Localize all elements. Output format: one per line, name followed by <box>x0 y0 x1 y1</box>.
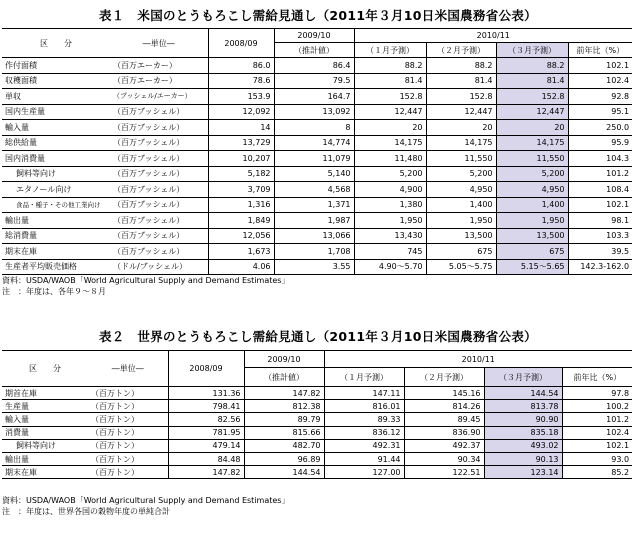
cell-jan: 147.11 <box>324 387 404 400</box>
cell-unit: （ドル/ブッシェル） <box>110 259 208 275</box>
cell-mar: 5,200 <box>496 166 568 182</box>
cell-yoy: 98.1 <box>568 213 632 229</box>
cell-v2008: 12,056 <box>208 228 274 244</box>
cell-label: 作付面積 <box>2 58 110 74</box>
cell-yoy: 101.2 <box>568 166 632 182</box>
cell-feb: 836.90 <box>404 426 484 439</box>
header-kubun: 区 分 <box>40 38 72 48</box>
cell-mar: 20 <box>496 120 568 136</box>
cell-unit: （百万ブッシェル） <box>110 244 208 260</box>
table-row <box>2 400 632 413</box>
cell-feb: 122.51 <box>404 466 484 479</box>
header-yoy: 前年比（%） <box>568 43 632 58</box>
table-row <box>2 452 632 465</box>
cell-jan: 4,900 <box>354 182 426 198</box>
cell-jan: 492.31 <box>324 439 404 452</box>
cell-label: エタノール向け <box>2 182 110 198</box>
cell-label: 期首在庫 <box>2 387 88 400</box>
cell-mar: 144.54 <box>484 387 562 400</box>
cell-feb: 20 <box>426 120 496 136</box>
cell-jan: 127.00 <box>324 466 404 479</box>
cell-yoy: 95.9 <box>568 135 632 151</box>
cell-unit: （百万ブッシェル） <box>110 104 208 120</box>
cell-yoy: 102.4 <box>568 73 632 89</box>
table-row <box>2 387 632 400</box>
cell-mar: 14,175 <box>496 135 568 151</box>
cell-feb: 14,175 <box>426 135 496 151</box>
cell-v2008: 84.48 <box>168 452 244 465</box>
cell-v2009: 89.79 <box>244 413 324 426</box>
cell-mar: 493.02 <box>484 439 562 452</box>
cell-yoy: 108.4 <box>568 182 632 198</box>
cell-v2008: 131.36 <box>168 387 244 400</box>
header-2009: 2009/10 <box>244 351 324 368</box>
cell-label: 輸出量 <box>2 452 88 465</box>
cell-v2009: 14,774 <box>274 135 354 151</box>
cell-jan: 11,480 <box>354 151 426 167</box>
cell-v2009: 96.89 <box>244 452 324 465</box>
cell-yoy: 97.8 <box>562 387 632 400</box>
header-kubun: 区 分 <box>29 364 61 373</box>
cell-unit: （百万ブッシェル） <box>110 213 208 229</box>
header-feb: （２月予測） <box>426 43 496 58</box>
cell-jan: 816.01 <box>324 400 404 413</box>
cell-mar: 90.90 <box>484 413 562 426</box>
cell-label: 飼料等向け <box>2 439 88 452</box>
cell-jan: 1,950 <box>354 213 426 229</box>
cell-mar: 123.14 <box>484 466 562 479</box>
header-unit: ―単位― <box>111 364 144 373</box>
cell-mar: 88.2 <box>496 58 568 74</box>
cell-v2009: 11,079 <box>274 151 354 167</box>
cell-jan: 745 <box>354 244 426 260</box>
cell-mar: 1,400 <box>496 197 568 213</box>
cell-feb: 81.4 <box>426 73 496 89</box>
cell-feb: 1,950 <box>426 213 496 229</box>
header-feb: （２月予測） <box>404 368 484 387</box>
cell-label: 国内消費量 <box>2 151 110 167</box>
cell-v2008: 1,673 <box>208 244 274 260</box>
cell-unit: （百万トン） <box>88 439 168 452</box>
cell-yoy: 142.3-162.0 <box>568 259 632 275</box>
table-row <box>2 244 632 260</box>
cell-yoy: 85.2 <box>562 466 632 479</box>
cell-v2008: 10,207 <box>208 151 274 167</box>
cell-unit: （百万ブッシェル） <box>110 166 208 182</box>
header-2009-sub: （推計値） <box>244 368 324 387</box>
header-2008: 2008/09 <box>168 351 244 387</box>
header-2008: 2008/09 <box>208 29 274 58</box>
cell-v2009: 5,140 <box>274 166 354 182</box>
cell-unit: （百万トン） <box>88 466 168 479</box>
header-2010: 2010/11 <box>324 351 632 368</box>
cell-v2008: 12,092 <box>208 104 274 120</box>
cell-feb: 89.45 <box>404 413 484 426</box>
table-row <box>2 120 632 136</box>
cell-unit: （百万トン） <box>88 413 168 426</box>
cell-label: 輸入量 <box>2 413 88 426</box>
table-row <box>2 104 632 120</box>
cell-v2009: 86.4 <box>274 58 354 74</box>
cell-feb: 5,200 <box>426 166 496 182</box>
cell-v2009: 147.82 <box>244 387 324 400</box>
table1-title: 表１ 米国のとうもろこし需給見通し（2011年３月10日米国農務省公表） <box>99 8 537 23</box>
header-jan: （１月予測） <box>354 43 426 58</box>
cell-jan: 4.90～5.70 <box>354 259 426 275</box>
cell-unit: （百万トン） <box>88 387 168 400</box>
table-row <box>2 259 632 275</box>
cell-yoy: 102.4 <box>562 426 632 439</box>
cell-jan: 20 <box>354 120 426 136</box>
cell-unit: （百万エーカー） <box>110 73 208 89</box>
cell-label: 収穫面積 <box>2 73 110 89</box>
cell-mar: 13,500 <box>496 228 568 244</box>
cell-label: 国内生産量 <box>2 104 110 120</box>
cell-yoy: 102.1 <box>568 197 632 213</box>
cell-mar: 12,447 <box>496 104 568 120</box>
cell-v2009: 79.5 <box>274 73 354 89</box>
cell-unit: （百万ブッシェル） <box>110 228 208 244</box>
cell-v2009: 815.66 <box>244 426 324 439</box>
cell-feb: 11,550 <box>426 151 496 167</box>
cell-yoy: 102.1 <box>562 439 632 452</box>
cell-unit: （ブッシェル/エーカー） <box>110 89 208 105</box>
cell-v2008: 78.6 <box>208 73 274 89</box>
cell-unit: （百万ブッシェル） <box>110 182 208 198</box>
cell-feb: 145.16 <box>404 387 484 400</box>
cell-feb: 152.8 <box>426 89 496 105</box>
cell-unit: （百万エーカー） <box>110 58 208 74</box>
table2-source: 資料：USDA/WAOB「World Agricultural Supply and Demand Estimates」 <box>2 496 290 505</box>
cell-v2008: 147.82 <box>168 466 244 479</box>
cell-mar: 4,950 <box>496 182 568 198</box>
cell-label: 期末在庫 <box>2 466 88 479</box>
cell-v2009: 13,066 <box>274 228 354 244</box>
table-row <box>2 73 632 89</box>
cell-unit: （百万トン） <box>88 426 168 439</box>
cell-label: 輸出量 <box>2 213 110 229</box>
header-yoy: 前年比（%） <box>562 368 632 387</box>
cell-v2009: 1,708 <box>274 244 354 260</box>
cell-label: 単収 <box>2 89 110 105</box>
cell-mar: 11,550 <box>496 151 568 167</box>
cell-v2009: 144.54 <box>244 466 324 479</box>
cell-v2008: 82.56 <box>168 413 244 426</box>
cell-v2009: 4,568 <box>274 182 354 198</box>
cell-v2008: 479.14 <box>168 439 244 452</box>
cell-v2008: 86.0 <box>208 58 274 74</box>
cell-label: 総供給量 <box>2 135 110 151</box>
table-row <box>2 439 632 452</box>
cell-v2008: 14 <box>208 120 274 136</box>
cell-v2009: 8 <box>274 120 354 136</box>
cell-mar: 90.13 <box>484 452 562 465</box>
cell-v2008: 5,182 <box>208 166 274 182</box>
cell-unit: （百万ブッシェル） <box>110 197 208 213</box>
table-row <box>2 135 632 151</box>
table-row <box>2 166 632 182</box>
header-mar: （３月予測） <box>496 43 568 58</box>
cell-yoy: 101.2 <box>562 413 632 426</box>
table-row <box>2 228 632 244</box>
table-row <box>2 182 632 198</box>
cell-unit: （百万ブッシェル） <box>110 135 208 151</box>
table1-note: 注 ：年度は、各年９～８月 <box>2 287 106 296</box>
cell-jan: 91.44 <box>324 452 404 465</box>
cell-mar: 81.4 <box>496 73 568 89</box>
cell-jan: 836.12 <box>324 426 404 439</box>
cell-feb: 4,950 <box>426 182 496 198</box>
cell-label: 総消費量 <box>2 228 110 244</box>
cell-feb: 814.26 <box>404 400 484 413</box>
cell-v2008: 1,849 <box>208 213 274 229</box>
cell-feb: 1,400 <box>426 197 496 213</box>
cell-v2009: 3.55 <box>274 259 354 275</box>
cell-mar: 835.18 <box>484 426 562 439</box>
cell-v2008: 153.9 <box>208 89 274 105</box>
table2 <box>2 350 632 479</box>
cell-v2008: 781.95 <box>168 426 244 439</box>
cell-feb: 13,500 <box>426 228 496 244</box>
cell-feb: 12,447 <box>426 104 496 120</box>
cell-yoy: 104.3 <box>568 151 632 167</box>
cell-v2009: 482.70 <box>244 439 324 452</box>
cell-yoy: 39.5 <box>568 244 632 260</box>
cell-yoy: 250.0 <box>568 120 632 136</box>
cell-mar: 1,950 <box>496 213 568 229</box>
cell-unit: （百万トン） <box>88 452 168 465</box>
cell-mar: 813.78 <box>484 400 562 413</box>
cell-jan: 81.4 <box>354 73 426 89</box>
cell-mar: 675 <box>496 244 568 260</box>
cell-yoy: 102.1 <box>568 58 632 74</box>
cell-mar: 152.8 <box>496 89 568 105</box>
cell-yoy: 92.8 <box>568 89 632 105</box>
cell-feb: 675 <box>426 244 496 260</box>
cell-v2008: 1,316 <box>208 197 274 213</box>
cell-label: 飼料等向け <box>2 166 110 182</box>
cell-label: 生産量 <box>2 400 88 413</box>
cell-jan: 12,447 <box>354 104 426 120</box>
cell-yoy: 103.3 <box>568 228 632 244</box>
cell-feb: 492.37 <box>404 439 484 452</box>
cell-unit: （百万ブッシェル） <box>110 151 208 167</box>
cell-feb: 88.2 <box>426 58 496 74</box>
cell-jan: 152.8 <box>354 89 426 105</box>
table-row <box>2 426 632 439</box>
cell-jan: 5,200 <box>354 166 426 182</box>
table-row <box>2 89 632 105</box>
cell-v2008: 4.06 <box>208 259 274 275</box>
cell-yoy: 93.0 <box>562 452 632 465</box>
table-row <box>2 58 632 74</box>
table1-source: 資料：USDA/WAOB「World Agricultural Supply and Demand Estimates」 <box>2 276 290 285</box>
header-2009: 2009/10 <box>274 29 354 43</box>
cell-jan: 88.2 <box>354 58 426 74</box>
cell-unit: （百万トン） <box>88 400 168 413</box>
header-mar: （３月予測） <box>484 368 562 387</box>
cell-mar: 5.15～5.65 <box>496 259 568 275</box>
cell-feb: 90.34 <box>404 452 484 465</box>
cell-v2008: 798.41 <box>168 400 244 413</box>
table2-note: 注 ：年度は、世界各国の穀物年度の単純合計 <box>2 507 170 516</box>
cell-v2008: 3,709 <box>208 182 274 198</box>
header-2010: 2010/11 <box>354 29 632 43</box>
cell-yoy: 100.2 <box>562 400 632 413</box>
cell-jan: 1,380 <box>354 197 426 213</box>
cell-v2009: 1,987 <box>274 213 354 229</box>
cell-feb: 5.05～5.75 <box>426 259 496 275</box>
cell-label: 食品・種子・その他工業向け <box>2 197 110 213</box>
header-jan: （１月予測） <box>324 368 404 387</box>
table2-title: 表２ 世界のとうもろこし需給見通し（2011年３月10日米国農務省公表） <box>99 329 537 344</box>
cell-v2009: 164.7 <box>274 89 354 105</box>
cell-jan: 13,430 <box>354 228 426 244</box>
table-row <box>2 213 632 229</box>
table-row <box>2 466 632 479</box>
cell-label: 生産者平均販売価格 <box>2 259 110 275</box>
table-row <box>2 151 632 167</box>
header-unit: ―単位― <box>142 38 175 48</box>
cell-label: 期末在庫 <box>2 244 110 260</box>
cell-yoy: 95.1 <box>568 104 632 120</box>
cell-v2009: 1,371 <box>274 197 354 213</box>
cell-label: 輸入量 <box>2 120 110 136</box>
cell-jan: 89.33 <box>324 413 404 426</box>
cell-label: 消費量 <box>2 426 88 439</box>
table-row <box>2 197 632 213</box>
cell-v2008: 13,729 <box>208 135 274 151</box>
cell-jan: 14,175 <box>354 135 426 151</box>
cell-v2009: 13,092 <box>274 104 354 120</box>
table1 <box>2 28 632 275</box>
cell-unit: （百万ブッシェル） <box>110 120 208 136</box>
table-row <box>2 413 632 426</box>
header-2009-sub: （推計値） <box>274 43 354 58</box>
cell-v2009: 812.38 <box>244 400 324 413</box>
